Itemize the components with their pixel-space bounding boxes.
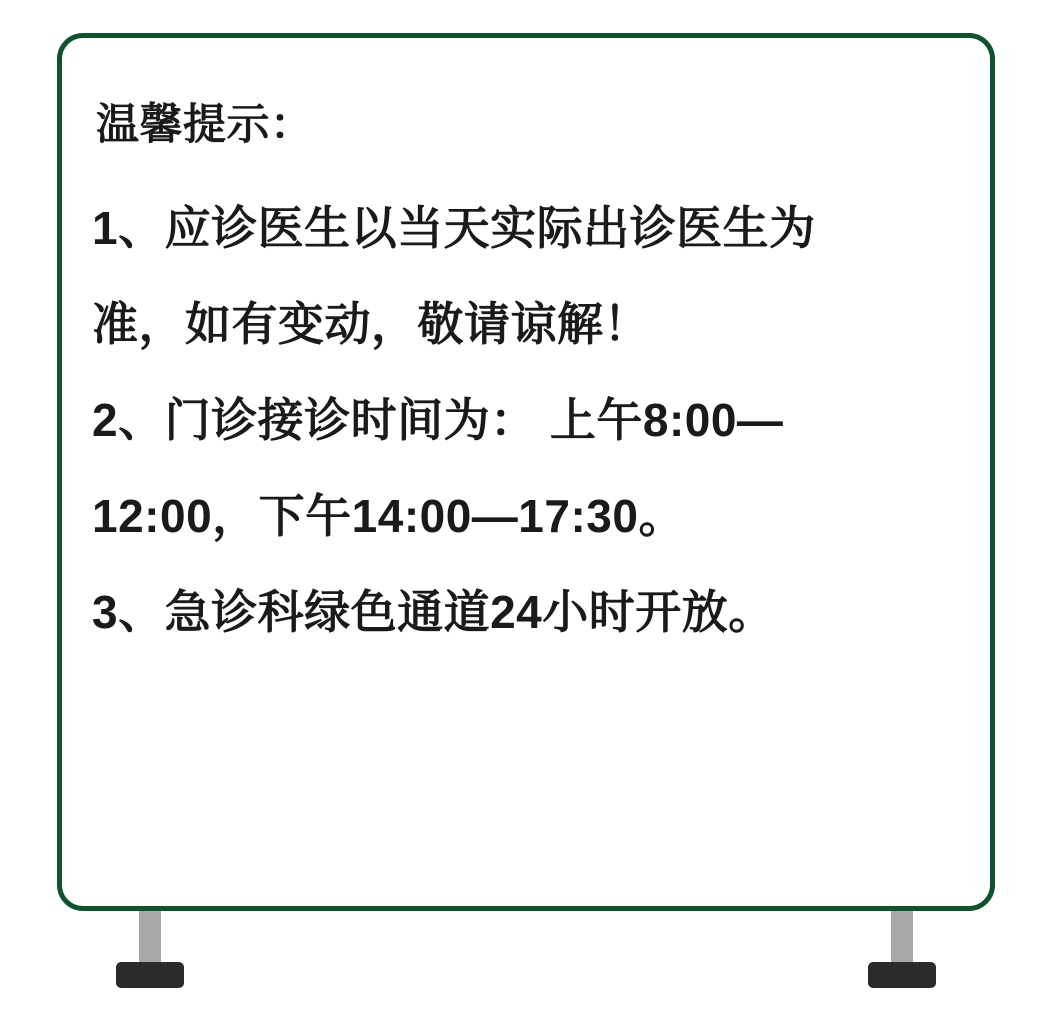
stand-foot-bottom-right <box>868 962 936 988</box>
notice-title: 温馨提示： <box>96 101 314 149</box>
notice-line-3: 2、门诊接诊时间为： 上午8:00— <box>92 394 784 446</box>
notice-content <box>62 38 990 638</box>
notice-line-2: 准，如有变动，敬请谅解！ <box>92 298 650 350</box>
notice-board <box>57 33 995 911</box>
notice-line-5: 3、急诊科绿色通道24小时开放。 <box>92 586 775 638</box>
notice-line-1: 1、应诊医生以当天实际出诊医生为 <box>92 202 816 254</box>
notice-line-list <box>92 202 934 638</box>
notice-line-4: 12:00，下午14:00—17:30。 <box>92 490 685 542</box>
stand-foot-bottom-left <box>116 962 184 988</box>
